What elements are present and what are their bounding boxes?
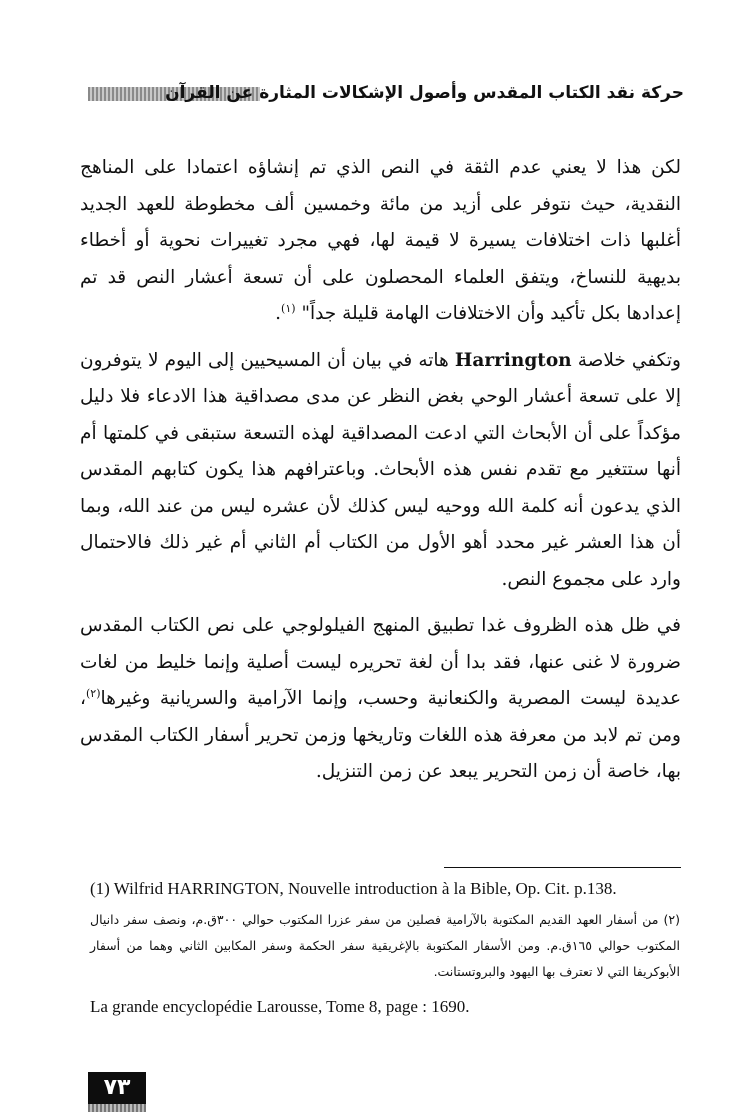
- paragraph-2-latin-name: Harrington: [454, 349, 572, 371]
- paragraph-3-after: ، ومن تم لابد من معرفة هذه اللغات وتاريخها وزمن تحرير أسفار الكتاب المقدس بها، خاصة أن زمن التحرير يبعد عن زمن التنزيل.: [80, 688, 681, 782]
- paragraph-2-before: وتكفي خلاصة: [577, 349, 681, 371]
- running-header: [88, 81, 684, 109]
- paragraph-3: [80, 608, 681, 791]
- body-text: [80, 150, 681, 791]
- footnote-2: (٢) من أسفار العهد القديم المكتوبة بالآرامية فصلين من سفر عزرا المكتوب حوالي ٣٠٠ق.م، ونصف سفر دانيال المكتوب حوالي ١٦٥ق.م. ومن الأسفار المكتوبة بالإغريقية سفر الحكمة وسفر المكابين الثاني وهما من أسفار الأبوكريفا التي لا تعترف بها اليهود والبروتستانت.: [90, 912, 680, 979]
- paragraph-2: [80, 343, 681, 599]
- footnote-3: La grande encyclopédie Larousse, Tome 8, page : 1690.: [90, 997, 470, 1016]
- paragraph-1: [80, 150, 681, 333]
- header-title: حركة نقد الكتاب المقدس وأصول الإشكالات المثارة عن القرآن: [165, 83, 684, 103]
- footnote-separator: [444, 867, 681, 868]
- paragraph-1-end: .: [275, 303, 282, 324]
- footnote-ref-1: (١): [281, 301, 296, 315]
- paragraph-3-text: في ظل هذه الظروف غدا تطبيق المنهج الفيلولوجي على نص الكتاب المقدس ضرورة لا غنى عنها، فقد بدا أن لغة تحريره ليست أصلية وإنما خليط من لغات عديدة ليست المصرية والكنعانية وحسب، وإنما الآرامية والسريانية وغيرها: [80, 615, 681, 709]
- footnote-ref-2: (٢): [85, 686, 101, 700]
- footnote-1: (1) Wilfrid HARRINGTON, Nouvelle introduction à la Bible, Op. Cit. p.138.: [90, 879, 617, 898]
- page-number: ٧٣: [88, 1072, 146, 1104]
- page-number-strip: [88, 1104, 146, 1112]
- paragraph-2-after: هاته في بيان أن المسيحيين إلى اليوم لا يتوفرون إلا على تسعة أعشار الوحي بغض النظر عن مدى مصداقية هذا الادعاء فلا دليل مؤكداً على أن الأبحاث التي ادعت المصداقية لهذه التسعة ستبقى في كلمتها أم أنها ستتغير مع تقدم نفس هذه الأبحاث. وباعترافهم هذا يكون كتابهم المقدس الذي يدعون أنه كلمة الله ووحيه ليس كذلك لأن عشره ليس من عند الله، وبما أن هذا العشر غير محدد أهو الأول من الكتاب أم الثاني أم غير ذلك فالاحتمال وارد على مجموع النص.: [80, 349, 681, 590]
- paragraph-1-text: لكن هذا لا يعني عدم الثقة في النص الذي تم إنشاؤه اعتمادا على المناهج النقدية، حيث نتوفر على أزيد من مائة وخمسين ألف مخطوطة للعهد الجديد أغلبها ذات اختلافات يسيرة لا قيمة لها، فهي مجرد تغييرات نحوية أو أخطاء بديهية للنساخ، ويتفق العلماء المحصلون على أن تسعة أعشار النص قد تم إعدادها بكل تأكيد وأن الاختلافات الهامة قليلة جداً": [80, 157, 681, 324]
